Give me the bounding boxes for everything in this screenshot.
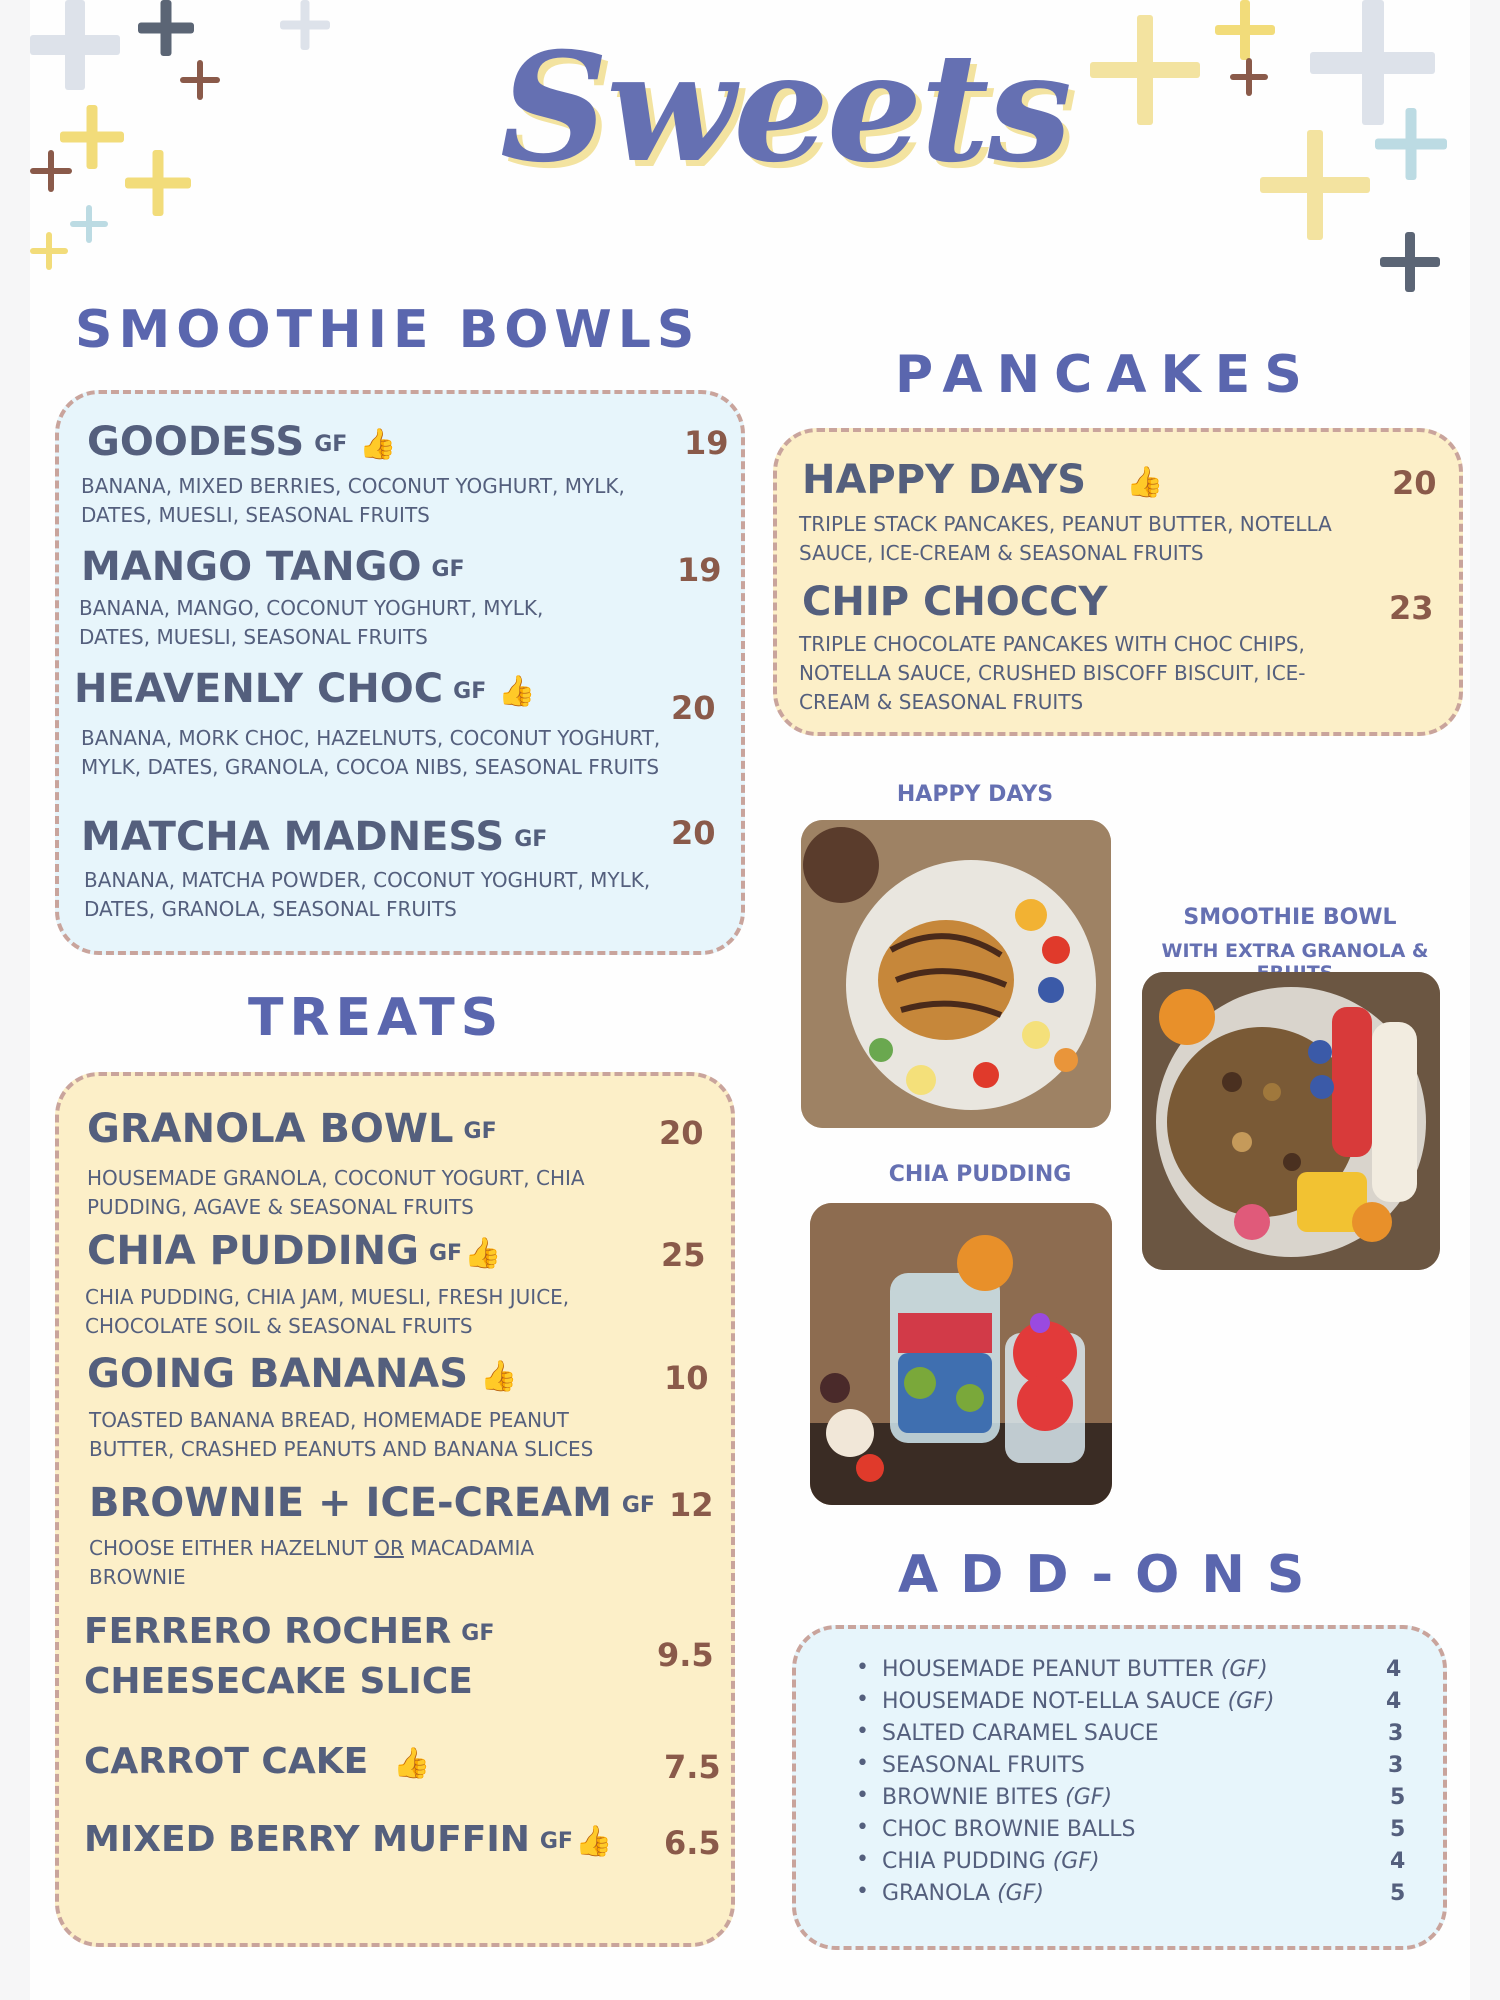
list-item: • SALTED CARAMEL SAUCE 3 (856, 1721, 1316, 1753)
item-description: BANANA, MATCHA POWDER, COCONUT YOGHURT, MYLK, DATES, GRANOLA, SEASONAL FRUITS (84, 868, 651, 921)
item-name-line2: CHEESECAKE SLICE (84, 1661, 473, 1702)
item-description (89, 1534, 609, 1592)
smoothie-bowl-photo (1142, 972, 1440, 1270)
item-name: CHIP CHOCCY (802, 579, 1108, 625)
plus-sparkle-icon (70, 205, 108, 243)
photo-caption: SMOOTHIE BOWL (1183, 905, 1397, 930)
pancakes-heading: PANCAKES (895, 345, 1316, 405)
item-description: BANANA, MORK CHOC, HAZELNUTS, COCONUT YOGHURT, MYLK, DATES, GRANOLA, COCOA NIBS, SEASONAL FRUITS (81, 726, 661, 779)
thumbs-up-icon: 👍 (498, 673, 536, 709)
plus-sparkle-icon (1215, 0, 1275, 60)
gf-badge: GF (453, 678, 487, 704)
plus-sparkle-icon (30, 232, 68, 270)
item-price: 19 (684, 424, 729, 462)
item-name: GRANOLA BOWL (87, 1106, 454, 1152)
plus-sparkle-icon (180, 60, 220, 100)
plus-sparkle-icon (138, 0, 194, 56)
list-item: • GRANOLA (GF) 5 (856, 1881, 1316, 1913)
item-price: 19 (677, 551, 722, 589)
smoothie-bowls-heading: SMOOTHIE BOWLS (75, 300, 701, 360)
list-item: • HOUSEMADE NOT-ELLA SAUCE (GF) 4 (856, 1689, 1316, 1721)
item-description: CHIA PUDDING, CHIA JAM, MUESLI, FRESH JUICE, CHOCOLATE SOIL & SEASONAL FRUITS (85, 1285, 570, 1338)
item-name: GOODESS (87, 419, 305, 465)
item-price: 10 (664, 1359, 709, 1397)
item-name: BROWNIE + ICE-CREAM (89, 1480, 612, 1526)
item-name: HAPPY DAYS (802, 457, 1087, 503)
photo-caption: WITH EXTRA GRANOLA & (1161, 940, 1429, 962)
plus-sparkle-icon (280, 0, 330, 50)
item-name: GOING BANANAS (87, 1351, 469, 1397)
description-text: MACADAMIA BROWNIE (89, 1536, 535, 1589)
item-description: TRIPLE STACK PANCAKES, PEANUT BUTTER, NOTELLA SAUCE, ICE-CREAM & SEASONAL FRUITS (799, 512, 1332, 565)
addons-panel (792, 1625, 1447, 1950)
item-description: TRIPLE CHOCOLATE PANCAKES WITH CHOC CHIPS, NOTELLA SAUCE, CRUSHED BISCOFF BISCUIT, ICE-CREAM & SEASONAL FRUITS (799, 632, 1306, 714)
plus-sparkle-icon (125, 150, 191, 216)
gf-badge: GF (514, 826, 548, 852)
list-item: • SEASONAL FRUITS 3 (856, 1753, 1316, 1785)
item-description: BANANA, MIXED BERRIES, COCONUT YOGHURT, MYLK, DATES, MUESLI, SEASONAL FRUITS (81, 474, 625, 527)
thumbs-up-icon: 👍 (480, 1358, 518, 1394)
item-name: MANGO TANGO (81, 544, 422, 590)
thumbs-up-icon: 👍 (393, 1745, 431, 1781)
item-description: HOUSEMADE GRANOLA, COCONUT YOGURT, CHIA PUDDING, AGAVE & SEASONAL FRUITS (87, 1166, 585, 1219)
list-item: • CHIA PUDDING (GF) 4 (856, 1849, 1316, 1881)
item-price: 23 (1389, 589, 1434, 627)
item-description: BANANA, MANGO, COCONUT YOGHURT, MYLK, DATES, MUESLI, SEASONAL FRUITS (79, 596, 544, 649)
treats-panel (55, 1072, 735, 1947)
plus-sparkle-icon (30, 150, 72, 192)
page-title: Sweets (499, 20, 1071, 196)
chia-pudding-photo (810, 1203, 1112, 1505)
menu-page (30, 0, 1470, 2000)
item-price: 20 (659, 1114, 704, 1152)
plus-sparkle-icon (1375, 108, 1447, 180)
plus-sparkle-icon (1260, 130, 1370, 240)
photo-caption: CHIA PUDDING (888, 1162, 1072, 1187)
pancakes-panel (773, 428, 1463, 736)
gf-badge: GF (463, 1118, 497, 1144)
happy-days-photo (801, 820, 1111, 1128)
item-price: 12 (669, 1486, 714, 1524)
addons-list (856, 1657, 1406, 1913)
plus-sparkle-icon (1310, 0, 1435, 125)
item-price: 20 (671, 689, 716, 727)
photo-caption: HAPPY DAYS (896, 782, 1054, 807)
addons-heading: ADD-ONS (898, 1545, 1327, 1605)
treats-heading: TREATS (248, 988, 505, 1048)
item-name: HEAVENLY CHOC (74, 666, 444, 712)
description-text: CHOOSE EITHER HAZELNUT (89, 1536, 368, 1560)
list-item: • HOUSEMADE PEANUT BUTTER (GF) 4 (856, 1657, 1316, 1689)
plus-sparkle-icon (1090, 15, 1200, 125)
item-name: MATCHA MADNESS (81, 814, 505, 860)
gf-badge: GF (431, 556, 465, 582)
gf-badge: GF (539, 1828, 573, 1854)
smoothie-bowls-panel (55, 390, 745, 955)
thumbs-up-icon: 👍 (574, 1823, 613, 1859)
item-price: 20 (1392, 464, 1437, 502)
item-price: 6.5 (664, 1824, 721, 1862)
item-name-line1: FERRERO ROCHER (84, 1611, 452, 1652)
gf-badge: GF (621, 1492, 655, 1518)
plus-sparkle-icon (1230, 58, 1268, 96)
thumbs-up-icon: 👍 (359, 426, 397, 462)
plus-sparkle-icon (1380, 232, 1440, 292)
gf-badge: GF (461, 1620, 495, 1646)
list-item: • BROWNIE BITES (GF) 5 (856, 1785, 1316, 1817)
item-price: 7.5 (664, 1748, 721, 1786)
gf-badge: GF (429, 1240, 463, 1266)
thumbs-up-icon: 👍 (464, 1235, 502, 1271)
item-description: TOASTED BANANA BREAD, HOMEMADE PEANUT BUTTER, CRASHED PEANUTS AND BANANA SLICES (89, 1408, 594, 1461)
plus-sparkle-icon (30, 0, 120, 90)
item-name: MIXED BERRY MUFFIN (84, 1819, 530, 1860)
item-price: 9.5 (657, 1636, 714, 1674)
item-name: CARROT CAKE (84, 1741, 369, 1782)
item-price: 20 (671, 814, 716, 852)
list-item: • CHOC BROWNIE BALLS 5 (856, 1817, 1316, 1849)
item-price: 25 (661, 1236, 706, 1274)
description-or: OR (374, 1536, 404, 1560)
item-name: CHIA PUDDING (87, 1228, 419, 1274)
thumbs-up-icon: 👍 (1126, 464, 1164, 500)
gf-badge: GF (314, 431, 348, 457)
